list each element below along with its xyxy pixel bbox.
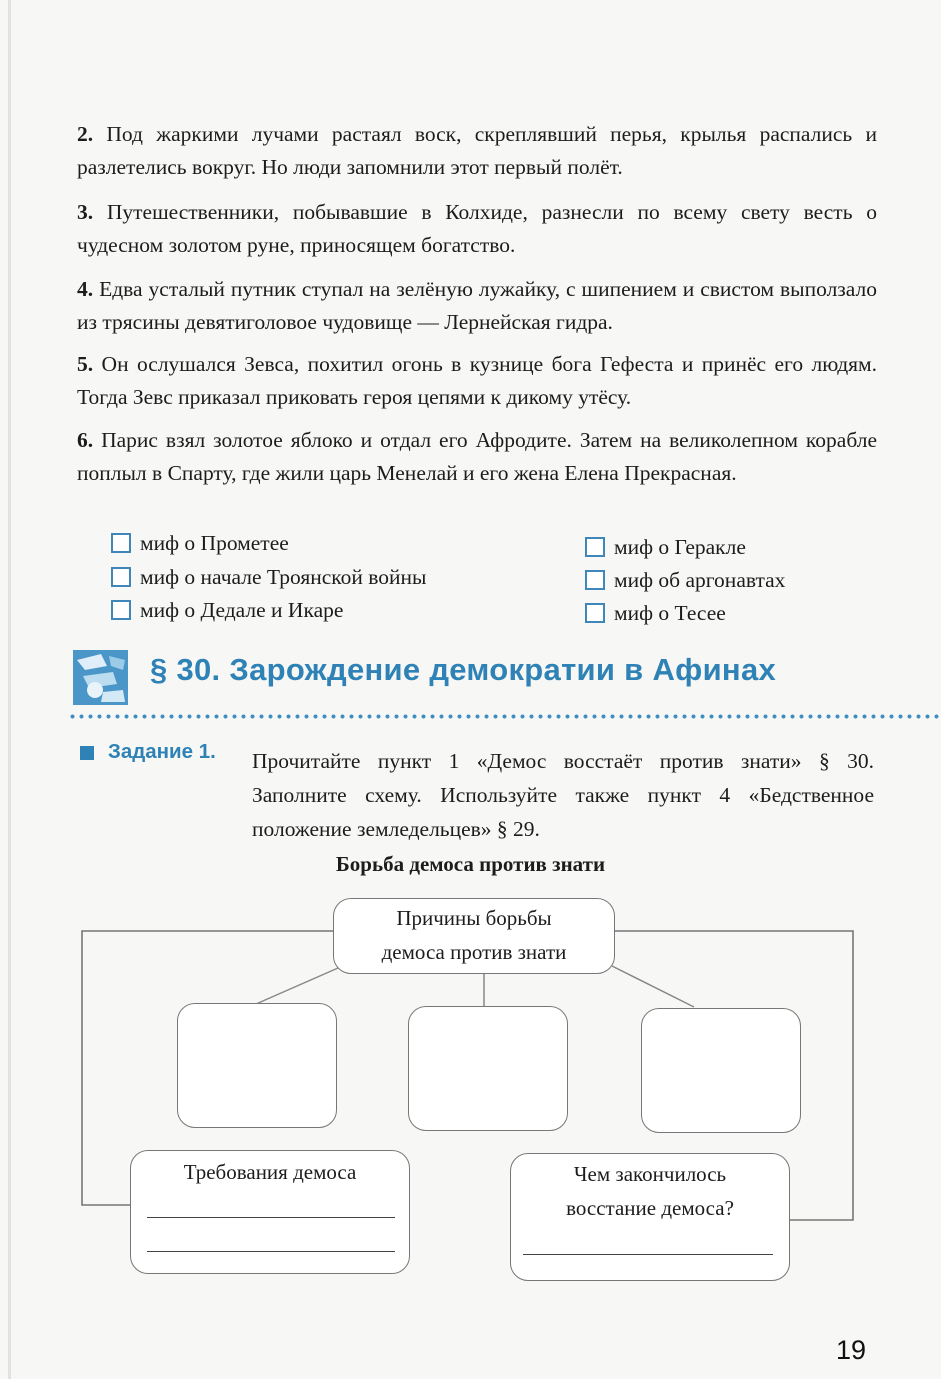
outcome-box-line2: восстание демоса?: [566, 1196, 734, 1220]
paragraph-number: 3.: [77, 200, 94, 224]
cause-input-box-3[interactable]: [641, 1008, 801, 1133]
paragraph-text: Он ослушался Зевса, похитил огонь в кузнице бога Гефеста и принёс его людям. Тогда Зевс приказал приковать героя цепями к дикому утёсу.: [77, 352, 877, 409]
cause-input-box-1[interactable]: [177, 1003, 337, 1128]
page-number: 19: [835, 1335, 866, 1365]
causes-box-line1: Причины борьбы: [396, 906, 552, 930]
causes-box-line2: демоса против знати: [381, 940, 567, 964]
paragraph-text: Парис взял золотое яблоко и отдал его Афродите. Затем на великолепном корабле поплыл в Спарту, где жили царь Менелай и его жена Елена Прекрасная.: [77, 428, 877, 485]
answer-line[interactable]: [147, 1251, 395, 1252]
demands-box: [130, 1150, 410, 1274]
option-label: миф о начале Троянской войны: [140, 565, 427, 589]
outcome-box: [510, 1153, 790, 1281]
option-label: миф об аргонавтах: [614, 568, 786, 592]
paragraph-number: 5.: [77, 352, 94, 376]
option-label: миф о Дедале и Икаре: [140, 598, 344, 622]
paragraph-number: 6.: [77, 428, 94, 452]
section-title: § 30. Зарождение демократии в Афинах: [150, 652, 777, 687]
cause-input-box-2[interactable]: [408, 1006, 568, 1131]
option-label: миф о Геракле: [614, 535, 746, 559]
demands-box-label: Требования демоса: [183, 1160, 357, 1184]
answer-line[interactable]: [523, 1254, 773, 1255]
task-text: Прочитайте пункт 1 «Демос восстаёт против знати» § 30. Заполните схему. Используйте также пункт 4 «Бедственное положение земледельцев» § 29.: [252, 749, 874, 841]
outcome-box-line1: Чем закончилось: [573, 1162, 727, 1186]
paragraph-text: Под жаркими лучами растаял воск, скреплявший перья, крылья распались и разлетелись вокруг. Но люди запомнили этот первый полёт.: [77, 122, 878, 179]
option-label: миф о Прометее: [140, 531, 289, 555]
task-label: Задание 1.: [108, 740, 216, 763]
causes-box: [333, 898, 615, 974]
answer-line[interactable]: [147, 1217, 395, 1218]
scheme-title: Борьба демоса против знати: [335, 852, 606, 876]
paragraph-text: Путешественники, побывавшие в Колхиде, разнесли по всему свету весть о чудесном золотом руне, приносящем богатство.: [77, 200, 877, 257]
paragraph-text: Едва усталый путник ступал на зелёную лужайку, с шипением и свистом выползало из трясины девятиголовое чудовище — Лернейская гидра.: [77, 277, 877, 334]
paragraph-number: 4.: [77, 277, 94, 301]
option-label: миф о Тесее: [614, 601, 726, 625]
paragraph-number: 2.: [77, 122, 94, 146]
